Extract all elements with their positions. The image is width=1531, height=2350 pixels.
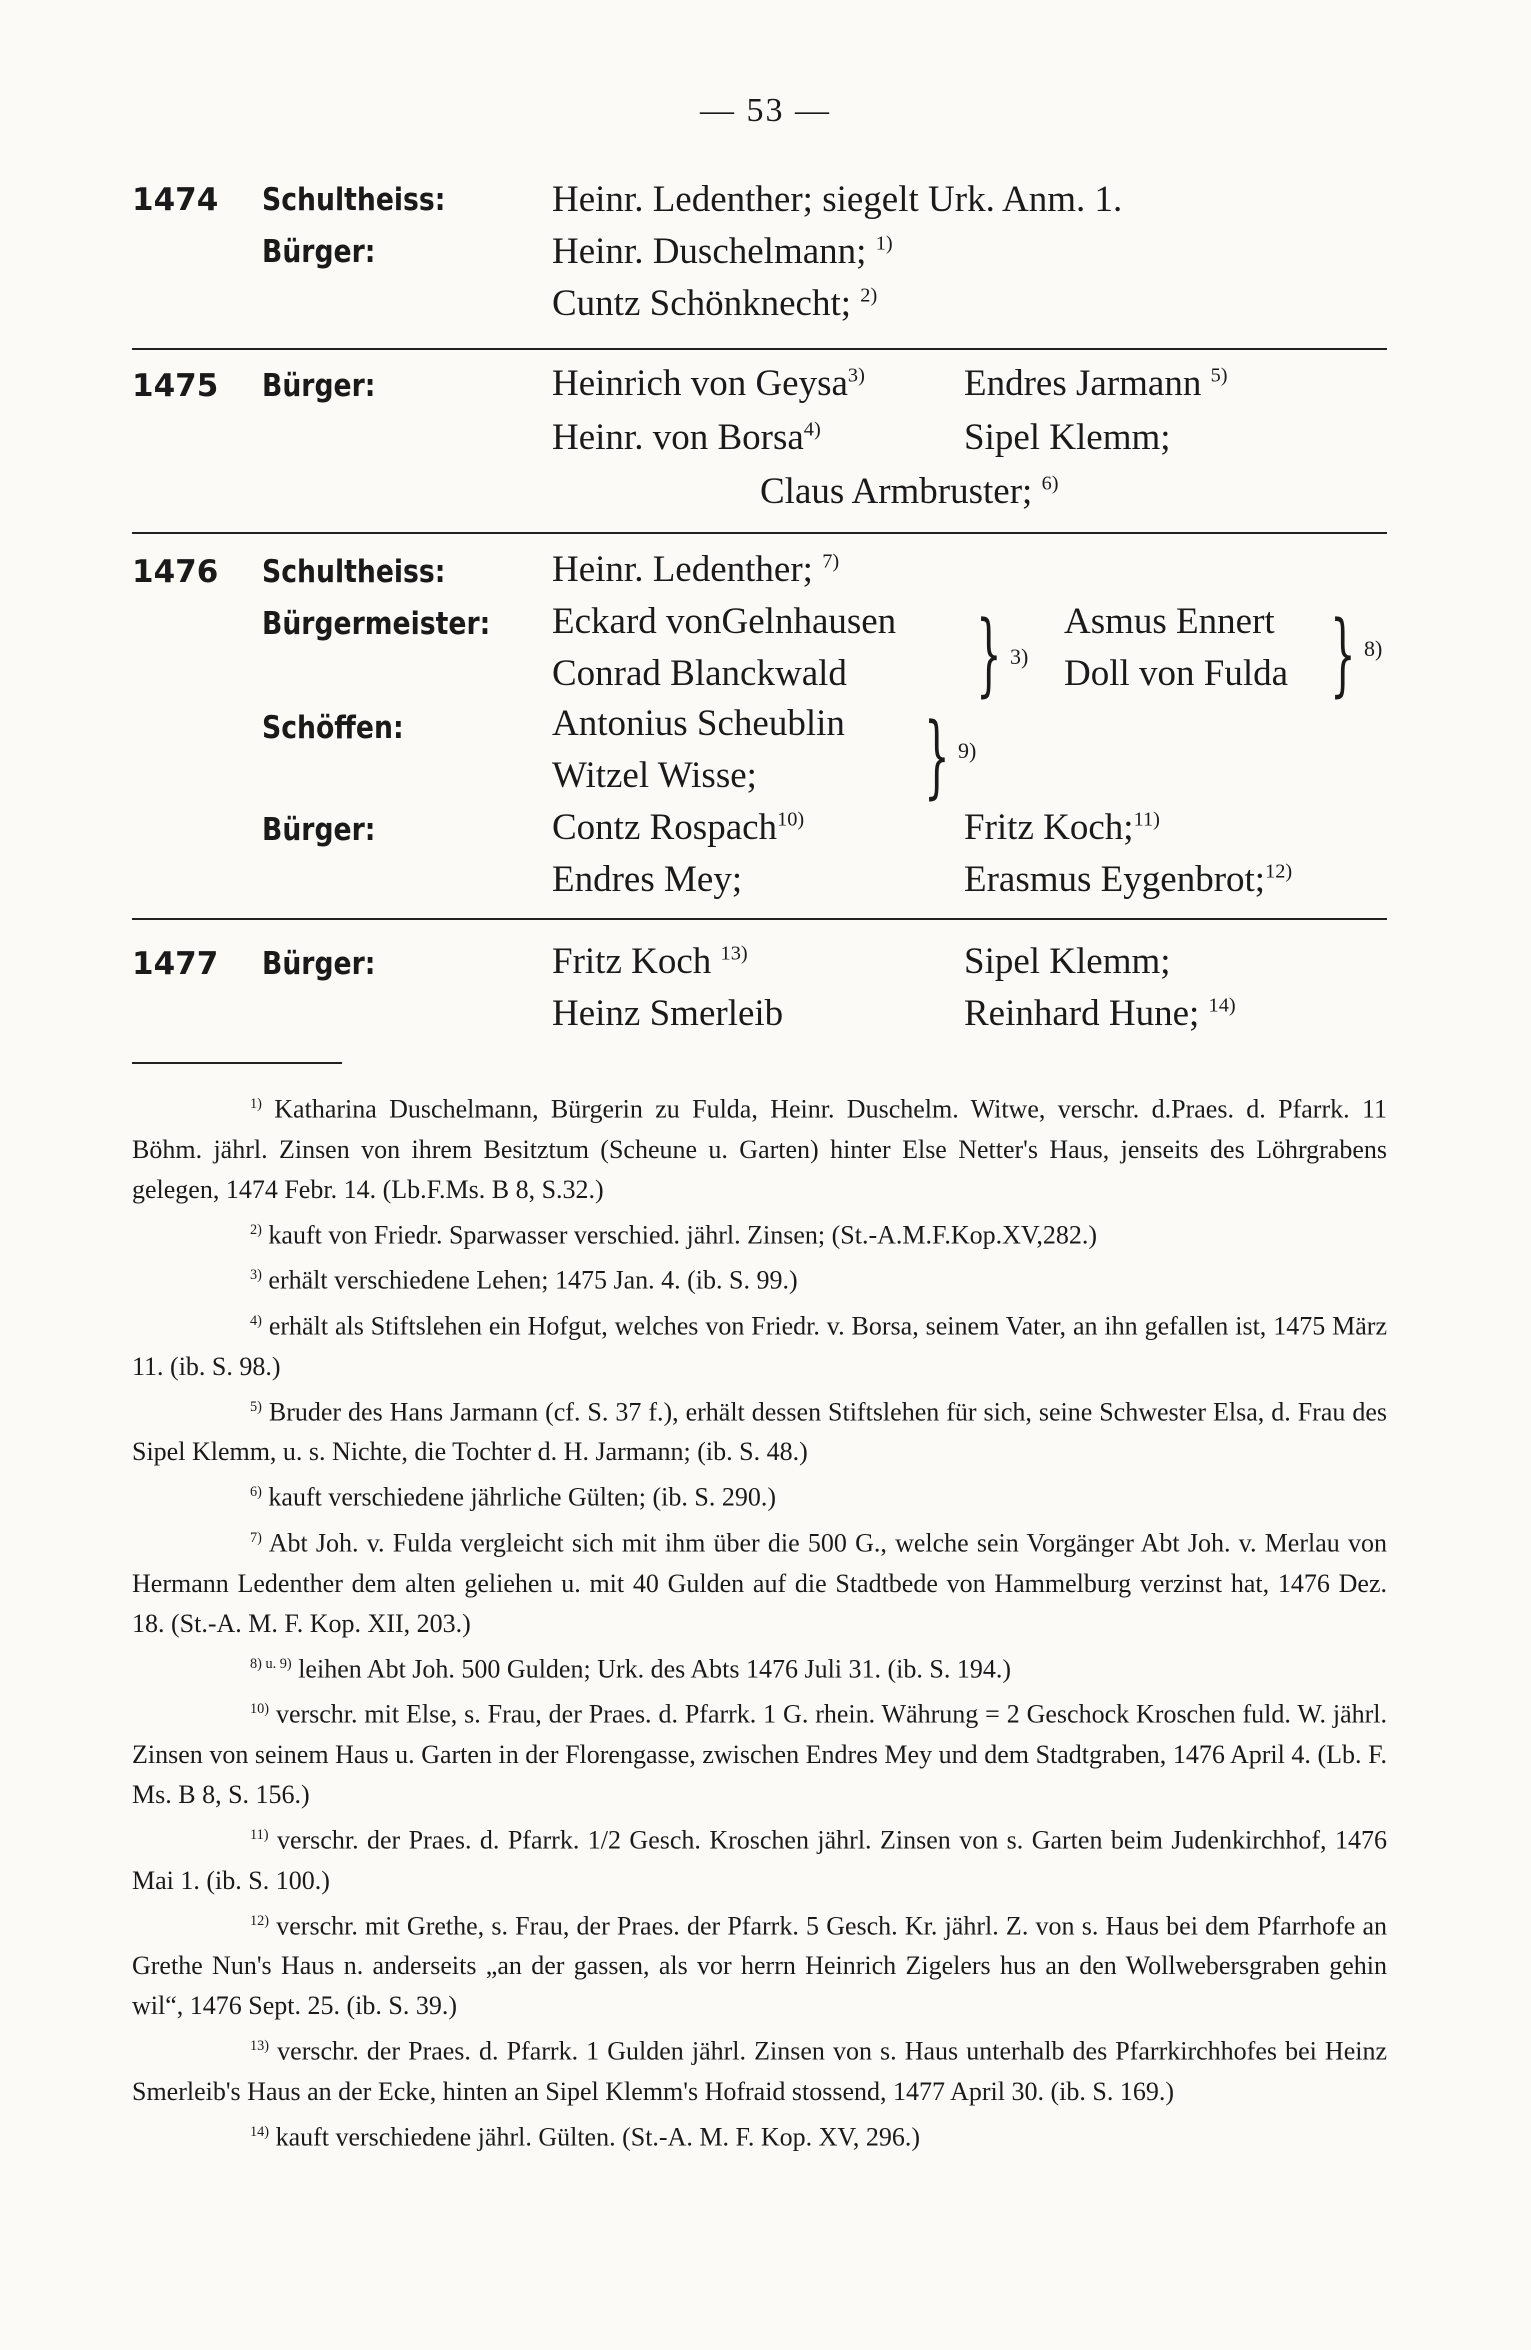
name-rospach: Contz Rospach$^{10)}$ (552, 807, 805, 848)
year-1474: 1474 (132, 182, 219, 218)
role-buerger: Bürger: (262, 234, 376, 270)
footnote-8-9: $^{8) u. 9)}$ leihen Abt Joh. 500 Gulden; Urk. des Abts 1476 Juli 31. (ib. S. 194.) (250, 1654, 1012, 1684)
year-1477: 1477 (132, 946, 219, 982)
name-gelnhausen: Eckard vonGelnhausen (552, 601, 897, 642)
section-1477 (132, 940, 1387, 1050)
name-ennert: Asmus Ennert (1064, 601, 1275, 642)
name-koch: Fritz Koch;$^{11)}$ (964, 807, 1160, 848)
footnote-1: $^{1)}$ Katharina Duschelmann, Bürgerin zu Fulda, Heinr. Duschelm. Witwe, verschr. d.Praes. d. Pfarrk. 11 Böhm. jährl. Zinsen von ihrem Besitztum (Scheune u. Garten) hinter Else Netter's Haus, jenseits des Löhrgrabens gelegen, 1474 Febr. 14. (Lb.F.Ms. B 8, S.32.) (132, 1094, 1387, 1204)
name-klemm: Sipel Klemm; (964, 417, 1171, 458)
footnote-5: $^{5)}$ Bruder des Hans Jarmann (cf. S. 37 f.), erhält dessen Stiftslehen für sich, seine Schwester Elsa, d. Frau des Sipel Klemm, u. s. Nichte, die Tochter d. H. Jarmann; (ib. S. 48.) (132, 1397, 1387, 1467)
role-buergermeister: Bürgermeister: (262, 606, 491, 642)
name-armbruster: Claus Armbruster; $^{6)}$ (760, 471, 1059, 512)
year-1475: 1475 (132, 368, 219, 404)
footnote-11: $^{11)}$ verschr. der Praes. d. Pfarrk. 1/2 Gesch. Kroschen jährl. Zinsen von s. Garten beim Judenkirchhof, 1476 Mai 1. (ib. S. 100.) (132, 1825, 1387, 1895)
footnote-10: $^{10)}$ verschr. mit Else, s. Frau, der Praes. d. Pfarrk. 1 G. rhein. Währung = 2 Geschock Kroschen fuld. W. jährl. Zinsen von seinem Haus u. Garten in der Florengasse, zwischen Endres Mey und dem Stadtgraben, 1476 April 4. (Lb. F. Ms. B 8, S. 156.) (132, 1699, 1387, 1809)
brace-buergermeister-2: } (1330, 602, 1356, 707)
name-jarmann: Endres Jarmann $^{5)}$ (964, 363, 1228, 404)
name-eygenbrot: Erasmus Eygenbrot;$^{12)}$ (964, 859, 1293, 900)
name-schoenknecht: Cuntz Schönknecht; $^{2)}$ (552, 283, 878, 324)
brace-ref-9: 9) (958, 738, 977, 763)
section-1474 (132, 178, 1387, 348)
section-1476 (132, 548, 1387, 918)
footnote-12: $^{12)}$ verschr. mit Grethe, s. Frau, der Praes. der Pfarrk. 5 Gesch. Kr. jährl. Z. von s. Haus bei dem Pfarrhofe an Grethe Nun's Haus n. anderseits „an der gassen, als vor herrn Heinrich Zigelers hus an den Wollwebersgraben gehin wil“, 1476 Sept. 25. (ib. S. 39.) (132, 1911, 1388, 2021)
footnote-6: $^{6)}$ kauft verschiedene jährliche Gülten; (ib. S. 290.) (250, 1482, 776, 1512)
footnote-rule (132, 1062, 342, 1064)
name-wisse: Witzel Wisse; (552, 755, 757, 796)
name-hune: Reinhard Hune; $^{14)}$ (964, 993, 1236, 1034)
name-klemm: Sipel Klemm; (964, 941, 1171, 982)
section-1475 (132, 362, 1387, 532)
footnote-2: $^{2)}$ kauft von Friedr. Sparwasser verschied. jährl. Zinsen; (St.-A.M.F.Kop.XV,282.) (250, 1220, 1098, 1250)
brace-buergermeister-1: } (976, 602, 1002, 707)
footnote-4: $^{4)}$ erhält als Stiftslehen ein Hofgut, welches von Friedr. v. Borsa, seinem Vater, an ihn gefallen ist, 1475 März 11. (ib. S. 98.) (132, 1311, 1388, 1381)
name-duschelmann: Heinr. Duschelmann; $^{1)}$ (552, 231, 893, 272)
name-geysa: Heinrich von Geysa$^{3)}$ (552, 363, 865, 404)
role-schultheiss: Schultheiss: (262, 182, 446, 218)
role-buerger: Bürger: (262, 812, 376, 848)
name-smerleib: Heinz Smerleib (552, 993, 784, 1034)
role-schultheiss: Schultheiss: (262, 554, 446, 590)
role-buerger: Bürger: (262, 946, 376, 982)
rule-2 (132, 532, 1387, 534)
footnote-7: $^{7)}$ Abt Joh. v. Fulda vergleicht sich mit ihm über die 500 G., welche sein Vorgänger Abt Joh. v. Merlau von Hermann Ledenther dem alten geliehen u. mit 40 Gulden auf die Stadtbede von Hammelburg verzinst hat, 1476 Dez. 18. (St.-A. M. F. Kop. XII, 203.) (132, 1528, 1387, 1638)
page-number: — 53 — (700, 92, 831, 129)
brace-ref-3: 3) (1010, 644, 1029, 669)
name-ledenther: Heinr. Ledenther; $^{7)}$ (552, 549, 840, 590)
footnote-14: $^{14)}$ kauft verschiedene jährl. Gülten. (St.-A. M. F. Kop. XV, 296.) (250, 2122, 921, 2152)
name-scheublin: Antonius Scheublin (552, 703, 845, 744)
name-mey: Endres Mey; (552, 859, 743, 900)
role-schoeffen: Schöffen: (262, 710, 404, 746)
name-borsa: Heinr. von Borsa$^{4)}$ (552, 417, 821, 458)
footnotes (132, 1084, 1387, 2158)
role-buerger: Bürger: (262, 368, 376, 404)
name-blanckwald: Conrad Blanckwald (552, 653, 847, 694)
name-ledenther: Heinr. Ledenther; siegelt Urk. Anm. 1. (552, 179, 1123, 220)
footnote-3: $^{3)}$ erhält verschiedene Lehen; 1475 Jan. 4. (ib. S. 99.) (250, 1265, 798, 1295)
footnote-13: $^{13)}$ verschr. der Praes. d. Pfarrk. 1 Gulden jährl. Zinsen von s. Haus unterhalb des Pfarrkirchhofes bei Heinz Smerleib's Haus an der Ecke, hinten an Sipel Klemm's Hofraid stossend, 1477 April 30. (ib. S. 169.) (132, 2036, 1387, 2106)
rule-1 (132, 348, 1387, 350)
year-1476: 1476 (132, 554, 219, 590)
name-doll: Doll von Fulda (1064, 653, 1289, 694)
brace-schoeffen: } (924, 704, 950, 809)
brace-ref-8: 8) (1364, 636, 1383, 661)
rule-3 (132, 918, 1387, 920)
name-koch: Fritz Koch $^{13)}$ (552, 941, 748, 982)
